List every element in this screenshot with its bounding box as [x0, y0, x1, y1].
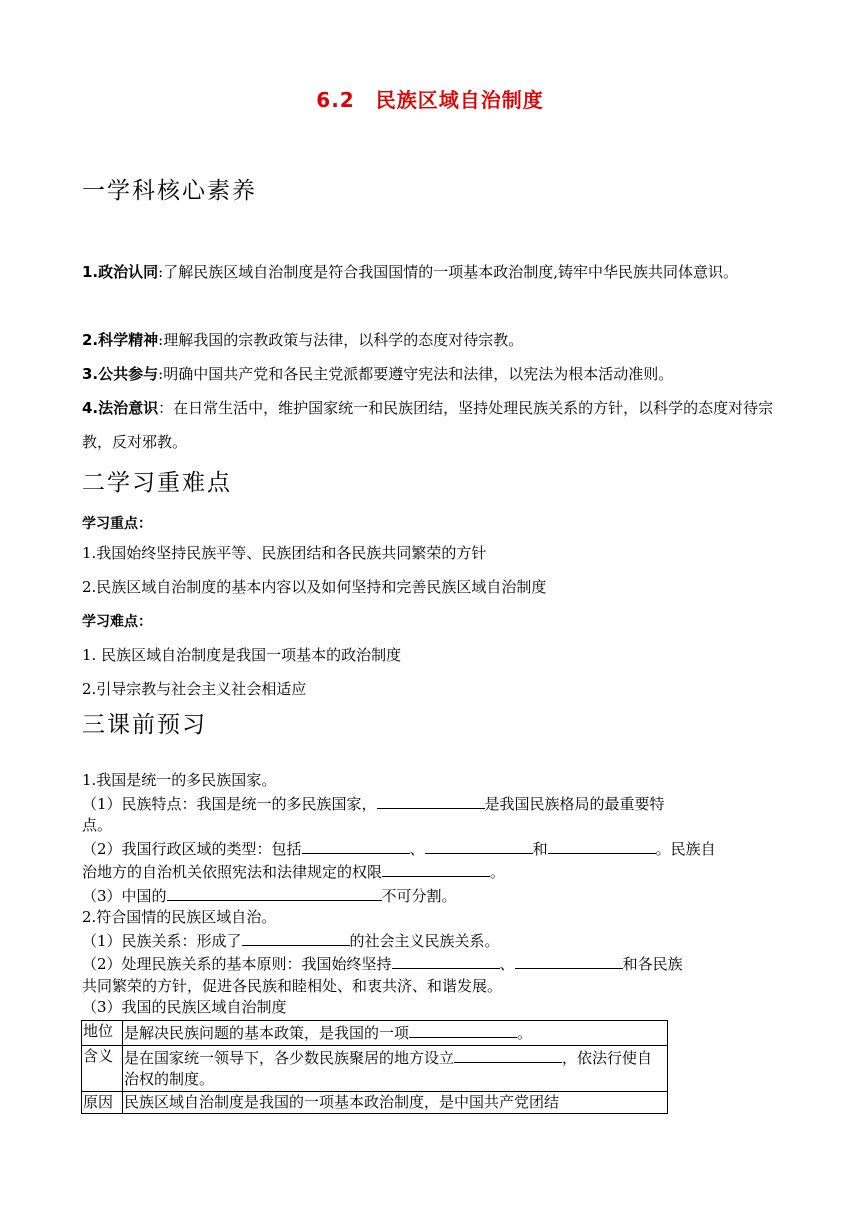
- row-label: 含义: [82, 1045, 123, 1091]
- core-literacy-item: [82, 357, 780, 391]
- fill-blank[interactable]: [454, 1046, 562, 1063]
- question-2-2: （2）处理民族关系的基本原则：我国始终坚持 、 和各民族: [82, 952, 780, 976]
- key-point-item: 1.我国始终坚持民族平等、民族团结和各民族共同繁荣的方针: [82, 544, 487, 562]
- row-content: 民族区域自治制度是我国的一项基本政治制度，是中国共产党团结: [123, 1091, 668, 1114]
- autonomy-system-table: [81, 1020, 668, 1114]
- row-label: 原因: [82, 1091, 123, 1114]
- difficult-point-item: 2.引导宗教与社会主义社会相适应: [82, 680, 307, 698]
- core-literacy-item: [82, 323, 780, 357]
- question-1: 1.我国是统一的多民族国家。: [82, 771, 277, 789]
- question-1-1-cont: 点。: [82, 816, 113, 834]
- row-label: 地位: [82, 1021, 123, 1046]
- item-label: 2.科学精神: [82, 331, 159, 349]
- core-literacy-item: [82, 255, 780, 289]
- row-content: 是在国家统一领导下，各少数民族聚居的地方设立 ，依法行使自治权的制度。: [123, 1045, 668, 1091]
- key-points-label: 学习重点：: [82, 516, 152, 532]
- question-1-1: （1）民族特点：我国是统一的多民族国家， 是我国民族格局的最重要特: [82, 792, 780, 816]
- table-row: [82, 1091, 668, 1114]
- fill-blank[interactable]: [382, 860, 490, 877]
- item-label: 1.政治认同: [82, 263, 159, 281]
- preview-exercises: [82, 770, 780, 1019]
- fill-blank[interactable]: [167, 884, 382, 901]
- section-heading-key-points: 二学习重难点: [82, 470, 232, 496]
- question-1-2: （2）我国行政区域的类型：包括 、 和 。民族自: [82, 837, 780, 861]
- question-2-3: （3）我国的民族区域自治制度: [82, 998, 287, 1016]
- row-content: 是解决民族问题的基本政策，是我国的一项 。: [123, 1021, 668, 1046]
- key-point-item: 2.民族区域自治制度的基本内容以及如何坚持和完善民族区域自治制度: [82, 578, 547, 596]
- item-label: 4.法治意识: [82, 399, 159, 417]
- item-text: :了解民族区域自治制度是符合我国国情的一项基本政治制度,铸牢中华民族共同体意识。: [158, 263, 738, 281]
- table-row: [82, 1045, 668, 1091]
- core-literacy-item: [82, 391, 780, 459]
- item-text: :明确中国共产党和各民主党派都要遵守宪法和法律，以宪法为根本活动准则。: [158, 365, 674, 383]
- question-1-2-cont: 治地方的自治机关依照宪法和法律规定的权限 。: [82, 860, 780, 884]
- table-row: [82, 1021, 668, 1046]
- fill-blank[interactable]: [242, 929, 350, 946]
- question-1-3: （3）中国的 不可分割。: [82, 884, 780, 908]
- difficult-points-label: 学习难点：: [82, 614, 152, 630]
- section-heading-preview: 三课前预习: [82, 712, 207, 738]
- section-heading-core-literacy: 一学科核心素养: [82, 178, 257, 204]
- question-2-1: （1）民族关系：形成了 的社会主义民族关系。: [82, 929, 780, 953]
- fill-blank[interactable]: [392, 952, 500, 969]
- question-2-2-cont: 共同繁荣的方针，促进各民族和睦相处、和衷共济、和谐发展。: [82, 976, 503, 995]
- question-2: 2.符合国情的民族区域自治。: [82, 908, 277, 926]
- fill-blank[interactable]: [515, 952, 623, 969]
- fill-blank[interactable]: [302, 837, 410, 854]
- fill-blank[interactable]: [425, 837, 533, 854]
- item-text: ：在日常生活中，维护国家统一和民族团结，坚持处理民族关系的方针，以科学的态度对待宗教，反对邪教。: [82, 399, 774, 451]
- fill-blank[interactable]: [377, 792, 485, 809]
- item-label: 3.公共参与: [82, 365, 159, 383]
- fill-blank[interactable]: [548, 837, 656, 854]
- item-text: :理解我国的宗教政策与法律，以科学的态度对待宗教。: [158, 331, 524, 349]
- difficult-point-item: 1. 民族区域自治制度是我国一项基本的政治制度: [82, 646, 402, 664]
- fill-blank[interactable]: [409, 1021, 517, 1038]
- document-title: 6.2 民族区域自治制度: [316, 88, 544, 112]
